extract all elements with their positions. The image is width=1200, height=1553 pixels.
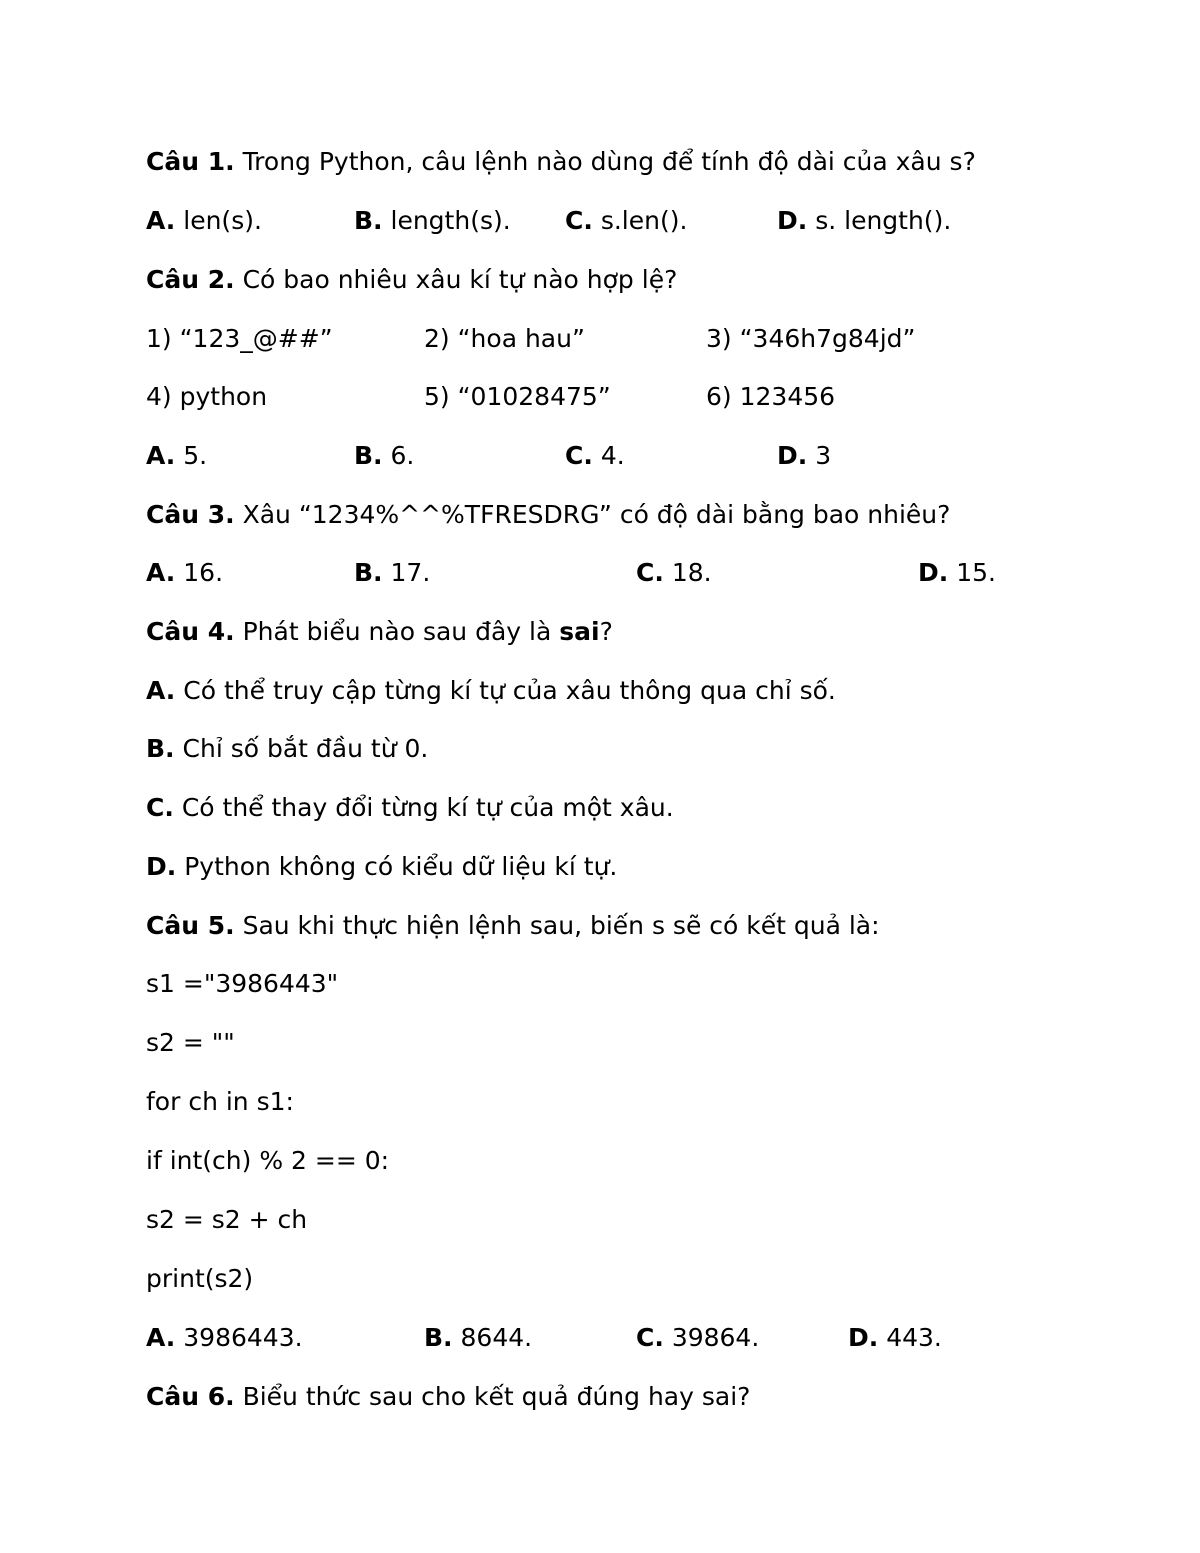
question-label: Câu 6. (146, 1382, 235, 1411)
option-text: 17. (390, 558, 431, 587)
option-a[interactable] (146, 558, 223, 588)
code-line: print(s2) (146, 1264, 254, 1293)
code-line: for ch in s1: (146, 1087, 294, 1116)
option-key: B. (146, 734, 175, 763)
question-text-end: ? (599, 617, 613, 646)
option-key: C. (565, 441, 593, 470)
code-line: if int(ch) % 2 == 0: (146, 1146, 390, 1175)
option-key: D. (848, 1323, 879, 1352)
option-text: 4. (600, 441, 625, 470)
option-key: C. (636, 558, 664, 587)
question-text: Trong Python, câu lệnh nào dùng để tính độ dài của xâu s? (242, 147, 976, 176)
option-key: C. (636, 1323, 664, 1352)
option-c[interactable] (636, 558, 712, 588)
question-text: Xâu “1234%^^%TFRESDRG” có độ dài bằng bao nhiêu? (242, 500, 951, 529)
option-text: s. length(). (815, 206, 952, 235)
option-text: Có thể thay đổi từng kí tự của một xâu. (181, 793, 674, 822)
option-c[interactable] (636, 1323, 759, 1353)
question-label: Câu 1. (146, 147, 235, 176)
option-text: Chỉ số bắt đầu từ 0. (182, 734, 429, 763)
option-key: A. (146, 676, 176, 705)
option-text: len(s). (183, 206, 262, 235)
list-item: 1) “123_@##” (146, 324, 333, 353)
option-key: C. (565, 206, 593, 235)
option-text: 3986443. (183, 1323, 303, 1352)
option-d[interactable] (777, 206, 951, 236)
option-key: A. (146, 441, 176, 470)
option-text: 3 (815, 441, 832, 470)
option-text: length(s). (390, 206, 511, 235)
option-b[interactable] (354, 558, 430, 588)
option-key: D. (918, 558, 949, 587)
list-item: 6) 123456 (706, 382, 836, 411)
option-b[interactable] (354, 441, 414, 471)
option-a[interactable] (146, 676, 836, 706)
option-text: 15. (956, 558, 996, 587)
option-key: B. (424, 1323, 453, 1352)
option-c[interactable] (146, 793, 674, 823)
question-label: Câu 2. (146, 265, 235, 294)
option-c[interactable] (565, 206, 687, 236)
question-label: Câu 5. (146, 911, 235, 940)
option-a[interactable] (146, 1323, 303, 1353)
option-key: B. (354, 441, 383, 470)
option-d[interactable] (777, 441, 831, 471)
question-5 (146, 911, 880, 941)
option-key: D. (146, 852, 177, 881)
option-text: 16. (183, 558, 224, 587)
question-1 (146, 147, 976, 177)
option-a[interactable] (146, 206, 262, 236)
question-text: Sau khi thực hiện lệnh sau, biến s sẽ có kết quả là: (242, 911, 880, 940)
code-line: s2 = s2 + ch (146, 1205, 308, 1234)
option-key: B. (354, 558, 383, 587)
code-line: s2 = "" (146, 1028, 235, 1057)
option-key: C. (146, 793, 174, 822)
question-text-emphasis: sai (559, 617, 600, 646)
option-c[interactable] (565, 441, 625, 471)
question-4 (146, 617, 613, 647)
option-text: s.len(). (600, 206, 688, 235)
option-text: 443. (886, 1323, 942, 1352)
option-b[interactable] (424, 1323, 532, 1353)
question-3 (146, 500, 950, 530)
code-line: s1 ="3986443" (146, 969, 339, 998)
option-key: B. (354, 206, 383, 235)
option-text: 8644. (460, 1323, 533, 1352)
list-item: 4) python (146, 382, 268, 411)
option-text: 18. (671, 558, 712, 587)
option-d[interactable] (146, 852, 617, 882)
list-item: 2) “hoa hau” (424, 324, 585, 353)
question-6 (146, 1382, 750, 1412)
list-item: 5) “01028475” (424, 382, 611, 411)
option-text: 6. (390, 441, 415, 470)
list-item: 3) “346h7g84jd” (706, 324, 916, 353)
option-text: Có thể truy cập từng kí tự của xâu thông qua chỉ số. (183, 676, 836, 705)
option-key: A. (146, 558, 176, 587)
question-label: Câu 3. (146, 500, 235, 529)
option-a[interactable] (146, 441, 207, 471)
question-text: Biểu thức sau cho kết quả đúng hay sai? (242, 1382, 751, 1411)
option-key: D. (777, 206, 808, 235)
question-label: Câu 4. (146, 617, 235, 646)
option-text: 5. (183, 441, 208, 470)
option-key: A. (146, 1323, 176, 1352)
option-d[interactable] (848, 1323, 942, 1353)
option-text: 39864. (671, 1323, 760, 1352)
question-2 (146, 265, 677, 295)
option-key: A. (146, 206, 176, 235)
option-key: D. (777, 441, 808, 470)
question-text: Có bao nhiêu xâu kí tự nào hợp lệ? (242, 265, 678, 294)
option-b[interactable] (354, 206, 511, 236)
option-text: Python không có kiểu dữ liệu kí tự. (184, 852, 618, 881)
question-text: Phát biểu nào sau đây là (242, 617, 560, 646)
option-d[interactable] (918, 558, 996, 588)
option-b[interactable] (146, 734, 428, 764)
